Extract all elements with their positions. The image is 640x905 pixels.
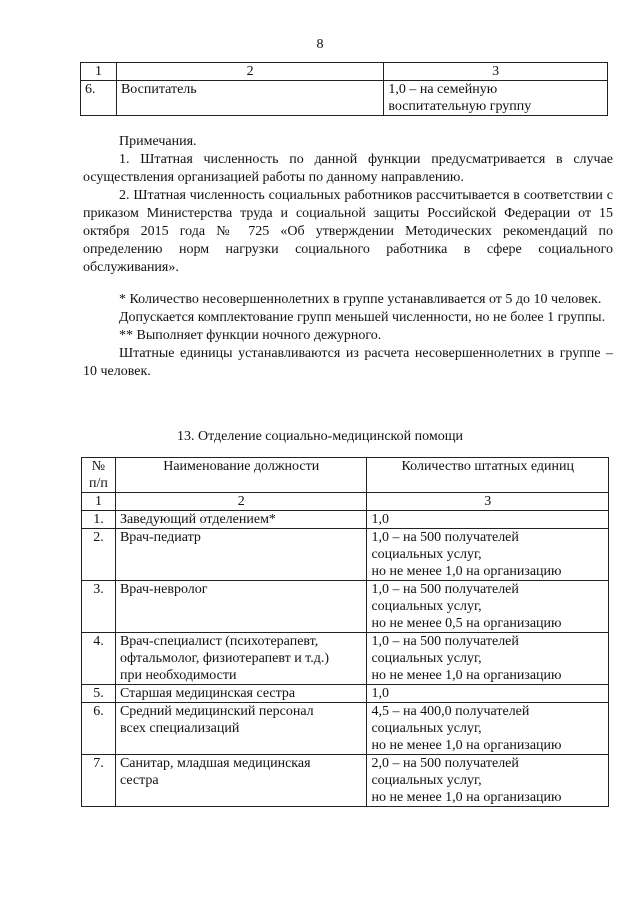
row-number: 2. (82, 529, 116, 581)
section-title: 13. Отделение социально-медицинской помощи (177, 429, 463, 444)
column-number-1: 1 (81, 63, 117, 81)
staff-count: 2,0 – на 500 получателей социальных услуг, но не менее 1,0 на организацию (367, 755, 609, 807)
row-number: 6. (82, 703, 116, 755)
page-number: 8 (316, 37, 324, 52)
table-row (82, 755, 609, 807)
staff-count: 1,0 – на 500 получателей социальных услуг, но не менее 1,0 на организацию (367, 633, 609, 685)
column-number-3: 3 (384, 63, 608, 81)
table-row (82, 633, 609, 685)
footnote-units: Штатные единицы устанавливаются из расчета несовершеннолетних в группе – 10 человек. (83, 346, 613, 379)
table-header-row (82, 458, 609, 493)
row-number: 1. (82, 511, 116, 529)
staff-count: 1,0 – на 500 получателей социальных услуг, но не менее 0,5 на организацию (367, 581, 609, 633)
position-name: Заведующий отделением* (115, 511, 367, 529)
table-row (81, 81, 608, 116)
table-column-numbers (82, 493, 609, 511)
footnote-allowed: Допускается комплектование групп меньшей численности, но не более 1 группы. (119, 310, 606, 325)
row-number: 6. (81, 81, 117, 116)
footnotes-block (83, 291, 613, 381)
column-number-1: 1 (82, 493, 116, 511)
table-row (82, 685, 609, 703)
staff-count: 1,0 – на семейную воспитательную группу (384, 81, 608, 116)
row-number: 3. (82, 581, 116, 633)
footnote-group-size: * Количество несовершеннолетних в группе устанавливается от 5 до 10 человек. (119, 292, 602, 307)
position-name: Санитар, младшая медицинская сестра (115, 755, 367, 807)
staff-count: 4,5 – на 400,0 получателей социальных услуг, но не менее 1,0 на организацию (367, 703, 609, 755)
column-header-position: Наименование должности (115, 458, 367, 493)
staff-count: 1,0 – на 500 получателей социальных услуг, но не менее 1,0 на организацию (367, 529, 609, 581)
row-number: 5. (82, 685, 116, 703)
position-name: Средний медицинский персонал всех специализаций (115, 703, 367, 755)
staff-count: 1,0 (367, 685, 609, 703)
column-number-3: 3 (367, 493, 609, 511)
staff-count: 1,0 (367, 511, 609, 529)
note-1: 1. Штатная численность по данной функции предусматривается в случае осуществления организацией работы по данному направлению. (83, 152, 613, 185)
column-header-count: Количество штатных единиц (367, 458, 609, 493)
position-name: Старшая медицинская сестра (115, 685, 367, 703)
position-name: Врач-специалист (психотерапевт, офтальмолог, физиотерапевт и т.д.) при необходимости (115, 633, 367, 685)
table-column-numbers (81, 63, 608, 81)
column-header-number: № п/п (82, 458, 116, 493)
position-name: Врач-невролог (115, 581, 367, 633)
staffing-table (81, 457, 609, 807)
column-number-2: 2 (115, 493, 367, 511)
staffing-table-continued (80, 62, 608, 116)
row-number: 4. (82, 633, 116, 685)
note-2: 2. Штатная численность социальных работников рассчитывается в соответствии с приказом Министерства труда и социальной защиты Российской Федерации от 15 октября 2015 года № 725 «Об утверждении Методических рекомендаций по определению норм нагрузки социального работника в сфере социального обслуживания». (83, 188, 613, 275)
table-row (82, 529, 609, 581)
notes-block (83, 133, 613, 277)
table-row (82, 703, 609, 755)
column-number-2: 2 (116, 63, 383, 81)
footnote-night-duty: ** Выполняет функции ночного дежурного. (119, 328, 382, 343)
notes-title: Примечания. (119, 134, 197, 149)
row-number: 7. (82, 755, 116, 807)
table-row (82, 511, 609, 529)
table-row (82, 581, 609, 633)
position-name: Врач-педиатр (115, 529, 367, 581)
position-name: Воспитатель (116, 81, 383, 116)
